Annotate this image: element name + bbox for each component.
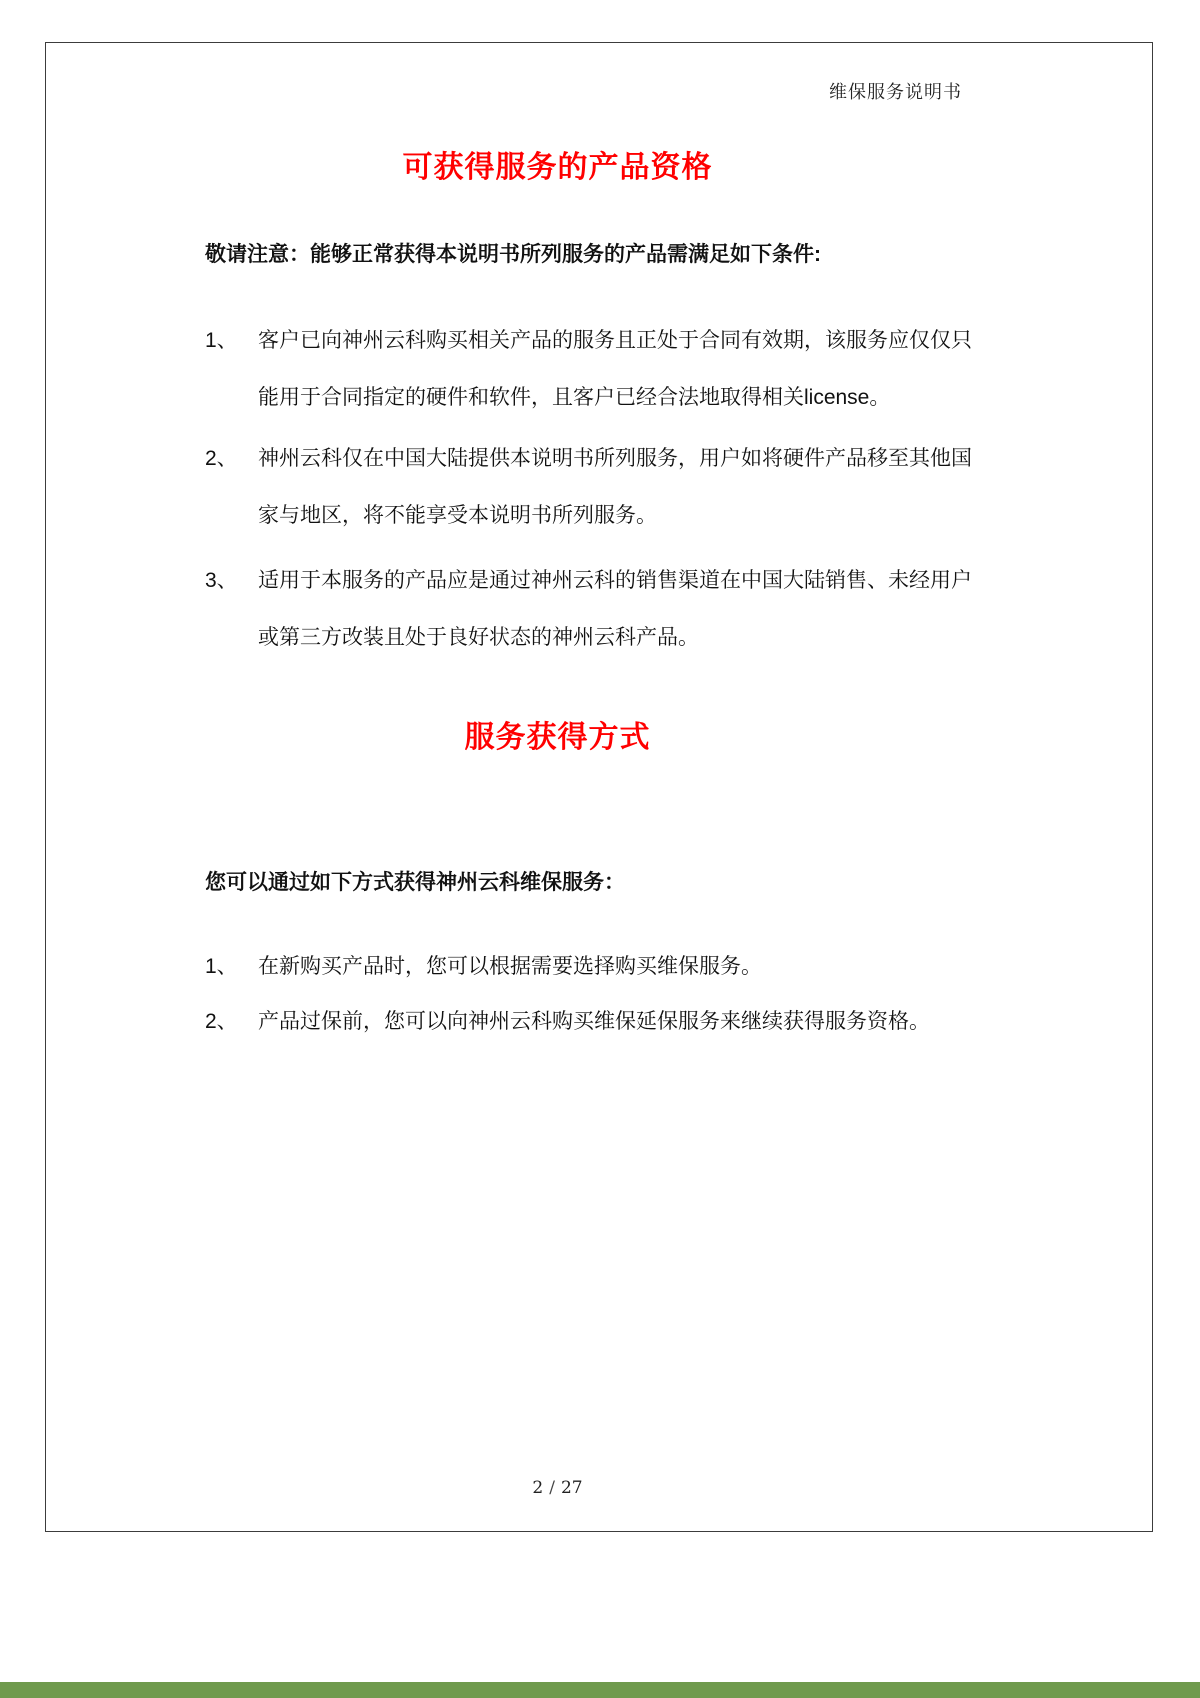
list-item-number: 2、 — [205, 447, 238, 470]
list-item-line: 神州云科仅在中国大陆提供本说明书所列服务，用户如将硬件产品移至其他国 — [258, 447, 972, 470]
list-item — [205, 430, 1050, 544]
list-item-line: 能用于合同指定的硬件和软件，且客户已经合法地取得相关license。 — [258, 386, 891, 409]
list-item — [205, 938, 1050, 995]
total-pages: 27 — [560, 1478, 583, 1498]
list-item-number: 2、 — [205, 1010, 238, 1033]
list-item-number: 1、 — [205, 955, 238, 978]
page-number-separator: / — [549, 1478, 555, 1498]
list-item-line: 产品过保前，您可以向神州云科购买维保延保服务来继续获得服务资格。 — [258, 1010, 930, 1033]
list-item-line: 家与地区，将不能享受本说明书所列服务。 — [258, 504, 657, 527]
list-item-line: 在新购买产品时，您可以根据需要选择购买维保服务。 — [258, 955, 762, 978]
section2-intro: 您可以通过如下方式获得神州云科维保服务： — [205, 871, 625, 894]
page-number-footer — [0, 1478, 1115, 1498]
list-item-number: 1、 — [205, 329, 238, 352]
document-header: 维保服务说明书 — [829, 82, 962, 103]
list-item — [205, 312, 1050, 426]
list-item-line: 客户已向神州云科购买相关产品的服务且正处于合同有效期，该服务应仅仅只 — [258, 329, 972, 352]
bottom-accent-bar — [0, 1682, 1200, 1698]
section1-intro: 敬请注意：能够正常获得本说明书所列服务的产品需满足如下条件: — [205, 243, 821, 266]
section2-title: 服务获得方式 — [464, 721, 651, 754]
section1-title: 可获得服务的产品资格 — [402, 151, 713, 184]
list-item-line: 适用于本服务的产品应是通过神州云科的销售渠道在中国大陆销售、未经用户 — [258, 569, 972, 592]
list-item-line: 或第三方改装且处于良好状态的神州云科产品。 — [258, 626, 699, 649]
list-item-number: 3、 — [205, 569, 238, 592]
list-item — [205, 993, 1050, 1050]
list-item — [205, 552, 1050, 666]
current-page-number: 2 — [532, 1478, 544, 1498]
